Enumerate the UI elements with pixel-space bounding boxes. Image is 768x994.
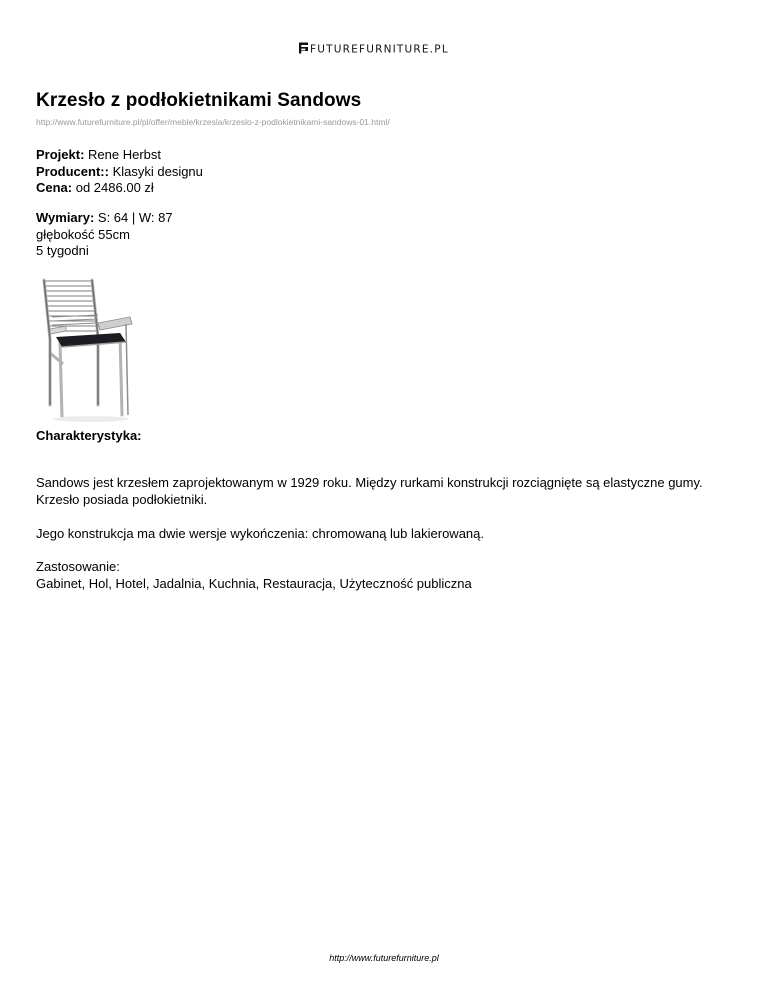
price-value: od 2486.00 zł (72, 180, 154, 195)
usage-value: Gabinet, Hol, Hotel, Jadalnia, Kuchnia, Restauracja, Użyteczność publiczna (36, 576, 472, 591)
producer-value: Klasyki designu (108, 163, 203, 179)
product-title: Krzesło z podłokietnikami Sandows (36, 90, 362, 111)
usage-section (36, 558, 736, 592)
designer-row (36, 147, 203, 164)
product-image (36, 277, 148, 423)
delivery-time: 5 tygodni (36, 243, 89, 258)
designer-label: Projekt: (36, 147, 85, 162)
characteristics-heading: Charakterystyka: (36, 428, 142, 443)
description-paragraph-2: Jego konstrukcja ma dwie wersje wykończenia: chromowaną lub lakierowaną. (36, 526, 484, 541)
site-logo (0, 41, 768, 59)
depth-text: głębokość 55cm (36, 226, 130, 242)
producer-row (36, 164, 203, 181)
usage-label: Zastosowanie: (36, 559, 120, 574)
producer-label: Producent:: (36, 163, 109, 179)
price-row (36, 180, 203, 197)
description-paragraph-1: Sandows jest krzesłem zaprojektowanym w 1929 roku. Między rurkami konstrukcji rozciągnięte są elastyczne gumy. Krzesło posiada podłokietniki. (36, 475, 703, 507)
product-dimensions (36, 210, 173, 260)
product-info (36, 147, 203, 197)
product-url[interactable]: http://www.futurefurniture.pl/pl/offer/meble/krzesla/krzeslo-z-podlokietnikami-sandows-01.html/ (36, 117, 390, 127)
site-logo-text: FUTUREFURNITURE.PL (310, 43, 449, 54)
site-logo-wordmark (299, 42, 469, 54)
dimensions-value: S: 64 | W: 87 (94, 210, 173, 225)
dimensions-row (36, 210, 173, 227)
footer-url[interactable]: http://www.futurefurniture.pl (329, 953, 439, 963)
designer-value: Rene Herbst (84, 147, 161, 162)
price-label: Cena: (36, 180, 73, 195)
dimensions-label: Wymiary: (36, 210, 95, 225)
chair-illustration (36, 277, 148, 423)
